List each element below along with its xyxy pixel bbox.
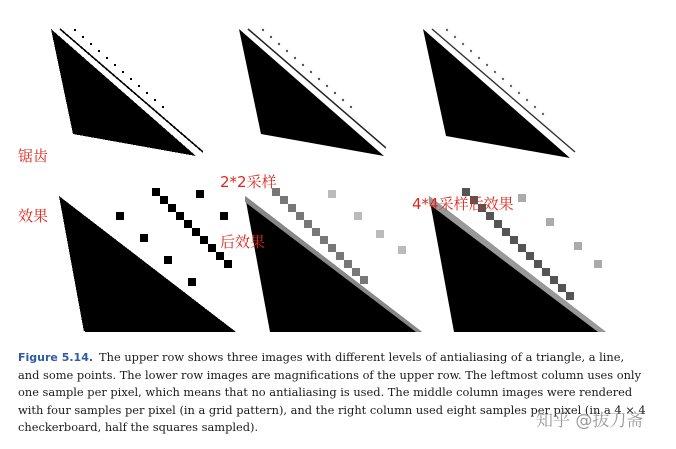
watermark: 知乎 @拔刀斋 <box>536 411 644 431</box>
figure-label: Figure 5.14. <box>18 351 94 364</box>
annotation-aliasing-line1: 锯齿 <box>18 147 49 165</box>
annotation-4x4-line1: 4*4采样后效果 <box>412 195 514 213</box>
bottom-image-no-aa-magnified <box>56 188 236 333</box>
annotation-4x4-sampling <box>412 154 514 234</box>
annotation-aliasing-line2: 效果 <box>18 207 49 225</box>
top-image-no-aa <box>48 26 203 156</box>
caption-text: The upper row shows three images with different levels of antialiasing of a triangle, a line, and some points. The lower row images are magnifications of the upper row. The leftmost column uses only one sample per pixel, which means that no antialiasing is used. The middle column images were rendered with four samples per pixel (in a grid pattern), and the right column used eight samples per pixel (in a 4 × 4 checkerboard, half the squares sampled). <box>18 350 646 435</box>
annotation-2x2-line1: 2*2采样 <box>220 173 277 191</box>
annotation-aliasing <box>18 106 48 246</box>
annotation-2x2-sampling <box>220 132 277 272</box>
annotation-2x2-line2: 后效果 <box>220 233 266 251</box>
top-image-4x4-aa <box>420 26 582 161</box>
